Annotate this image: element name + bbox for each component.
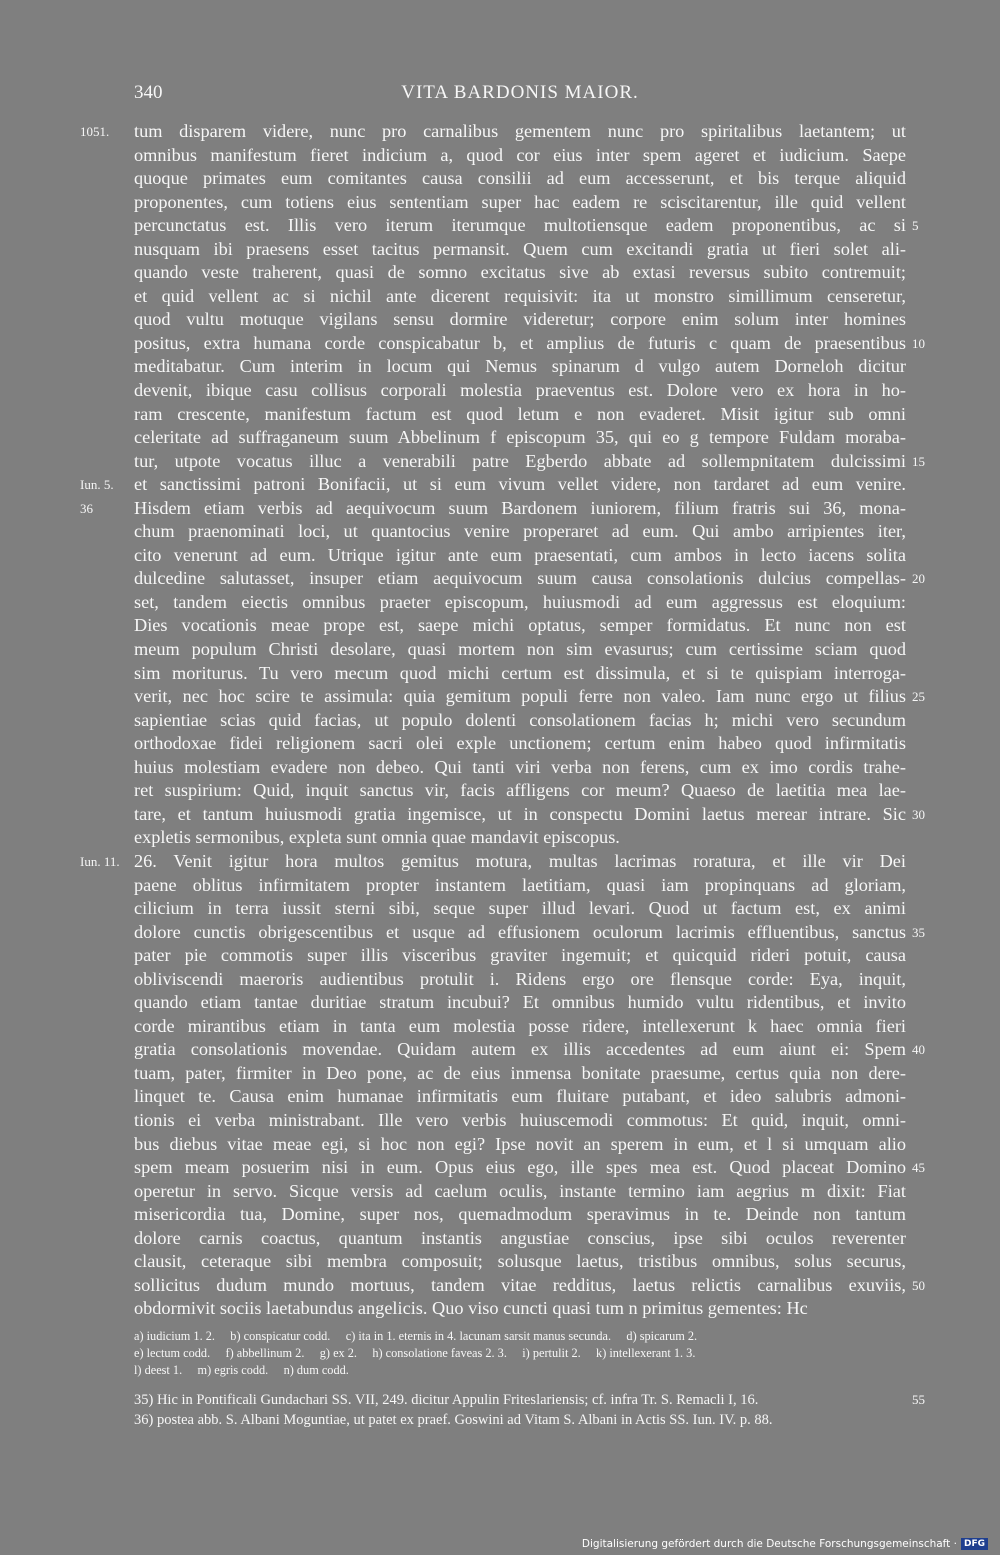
text-line — [0, 1203, 1000, 1227]
line-text: gratia consolationis movendae. Quidam autem ex illis accedentes ad eum aiunt ei: Spem — [134, 1039, 906, 1060]
text-line — [0, 285, 1000, 309]
line-text: tionis ei verba ministrabant. Ille vero verbis huiuscemodi commotus: Et quid, inquit, omni- — [134, 1109, 906, 1130]
text-line — [0, 497, 1000, 521]
line-text: bus diebus vitae meae egi, si hoc non egi? Ipse novit an sperem in eum, et l si umquam alio — [134, 1133, 906, 1154]
line-text: huius molestiam evadere non debeo. Qui tanti viri verba non ferens, cum ex imo cordis trahe- — [134, 756, 906, 777]
line-text: quod vultu motuque vigilans sensu dormire videretur; corpore enim solum inter homines — [134, 309, 906, 330]
line-text: nusquam ibi praesens esset tacitus permansit. Quem cum excitandi gratia ut fieri solet ali- — [134, 238, 906, 259]
line-text: paene oblitus infirmitatem propter instantem laetitiam, quasi iam propinquans ad gloriam, — [134, 874, 906, 895]
text-line — [0, 191, 1000, 215]
text-line — [0, 591, 1000, 615]
text-line — [0, 308, 1000, 332]
line-text: set, tandem eiectis omnibus praeter episcopum, huiusmodi ad eum aggressus est eloquium: — [134, 591, 906, 612]
line-text: 26. Venit igitur hora multos gemitus motura, multas lacrimas roratura, et ille vir Dei — [134, 850, 906, 871]
line-text: meditabatur. Cum interim in locum qui Nemus spinarum d vulgo autem Dorneloh dicitur — [134, 356, 906, 377]
page-header — [134, 82, 906, 110]
historical-note-text: 35) Hic in Pontificali Gundachari SS. VII, 249. dicitur Appulin Friteslariensis; cf. infra Tr. S. Remacli I, 16. — [134, 1392, 759, 1408]
text-line — [0, 379, 1000, 403]
text-line — [0, 1109, 1000, 1133]
line-text: meum populum Christi desolare, quasi mortem non sim evasurus; cum certissime sciam quod — [134, 639, 906, 660]
line-text: dolore carnis coactus, quantum instantis angustiae conscius, ipse sibi oculos reverenter — [134, 1227, 906, 1248]
text-line — [0, 332, 1000, 356]
line-text: spem meam posuerim nisi in eum. Opus eius ego, ille spes mea est. Quod placeat Domino — [134, 1157, 906, 1178]
line-text: orthodoxae fidei religionem sacri olei exple unctionem; certum enim habeo quod infirmitatis — [134, 733, 906, 754]
line-text: proponentes, cum totiens eius sententiam super hac eadem re sciscitarentur, ille quid vellent — [134, 191, 906, 212]
historical-note — [134, 1410, 906, 1430]
text-line — [0, 450, 1000, 474]
line-number: 50 — [912, 1277, 925, 1293]
line-text: celeritate ad suffraganeum suum Abbelinum f episcopum 35, qui eo g tempore Fuldam moraba- — [134, 427, 906, 448]
line-number: 15 — [912, 453, 925, 469]
text-line — [0, 1156, 1000, 1180]
line-text: tum disparem videre, nunc pro carnalibus gementem nunc pro spiritalibus laetantem; ut — [134, 121, 906, 141]
text-line — [0, 1085, 1000, 1109]
page-number: 340 — [134, 82, 163, 103]
line-text: ret suspirium: Quid, inquit sanctus vir, facis affligens cor meum? Quaeso de laetitia mea lae- — [134, 780, 906, 801]
line-text: et quid vellent ac si nichil ante dicerent requisivit: ita ut monstro simillimum censeretur, — [134, 285, 906, 306]
line-number: 5 — [912, 218, 919, 234]
line-text: ram crescente, manifestum factum est quod letum e non evaderet. Misit igitur sub omni — [134, 403, 906, 424]
text-line — [0, 214, 1000, 238]
text-line — [0, 1133, 1000, 1157]
text-line — [0, 1015, 1000, 1039]
text-line — [0, 1274, 1000, 1298]
text-line — [0, 944, 1000, 968]
text-line — [0, 261, 1000, 285]
main-text — [0, 120, 1000, 1321]
line-text: obdormivit sociis laetabundus angelicis. Quo viso cuncti quasi tum n primitus gementes: Hc — [134, 1298, 808, 1319]
text-line — [0, 426, 1000, 450]
text-line — [0, 685, 1000, 709]
line-text: Hisdem etiam verbis ad aequivocum suum Bardonem iuniorem, filium fratris sui 36, mona- — [134, 497, 906, 518]
text-line — [0, 662, 1000, 686]
text-line — [0, 874, 1000, 898]
text-line — [0, 120, 1000, 144]
historical-notes — [134, 1390, 925, 1430]
line-text: operetur in servo. Sicque versis ad caelum oculis, instante termino iam aegrius m dixit: Fiat — [134, 1180, 906, 1201]
text-line — [0, 567, 1000, 591]
line-text: chum praenominati loci, ut quantocius venire properaret ad eum. Qui ambo arripientes iter, — [134, 521, 906, 542]
line-text: cilicium in terra iussit sterni sibi, seque super illud levari. Quod ut factum est, ex animi — [134, 898, 906, 919]
line-text: dulcedine salutasset, insuper etiam aequivocum suum causa consolationis dulcius compellas- — [134, 568, 906, 589]
line-text: quoque primates eum comitantes causa consilii ad eum accesserunt, et bis terque aliquid — [134, 168, 906, 189]
text-line — [0, 238, 1000, 262]
line-number: 35 — [912, 924, 925, 940]
line-number: 45 — [912, 1160, 925, 1176]
text-line — [0, 968, 1000, 992]
text-line — [0, 614, 1000, 638]
line-text: omnibus manifestum fieret indicium a, quod cor eius inter spem ageret et iudicium. Saepe — [134, 144, 906, 165]
historical-note — [134, 1390, 925, 1410]
line-text: pater pie commotis super illis visceribus graviter ingemuit; et quicquid rideri potuit, causa — [134, 945, 906, 966]
dfg-logo: DFG — [961, 1538, 988, 1550]
textual-note-line: e) lectum codd. f) abbellinum 2. g) ex 2. h) consolatione faveas 2. 3. i) pertulit 2. k) intellexerant 1. 3. — [134, 1346, 696, 1360]
margin-note: 1051. — [80, 124, 110, 139]
line-text: dolore cunctis obrigescentibus et usque ad effusionem oculorum lacrimis effluentibus, sanctus — [134, 921, 906, 942]
line-number: 40 — [912, 1042, 925, 1058]
line-number: 55 — [912, 1392, 925, 1407]
line-text: positus, extra humana corde conspicabatur b, et amplius de futuris c quam de praesentibus — [134, 332, 906, 353]
line-number: 20 — [912, 571, 925, 587]
text-line — [0, 779, 1000, 803]
running-title: VITA BARDONIS MAIOR. — [401, 82, 639, 103]
line-text: verit, nec hoc scire te assimula: quia gemitum populi ferre non valeo. Iam nunc ergo ut filius — [134, 686, 906, 707]
line-text: percunctatus est. Illis vero iterum iterumque multotiensque eadem proponentibus, ac si — [134, 215, 906, 236]
historical-note-text: 36) postea abb. S. Albani Moguntiae, ut patet ex praef. Goswini ad Vitam S. Albani in Actis SS. Iun. IV. p. 88. — [134, 1412, 773, 1428]
line-number: 10 — [912, 335, 925, 351]
line-text: corde mirantibus etiam in tanta eum molestia posse ridere, intellexerunt k haec omnia fieri — [134, 1015, 906, 1036]
text-line — [0, 1297, 1000, 1321]
line-number: 25 — [912, 689, 925, 705]
text-line — [0, 144, 1000, 168]
line-text: quando veste traherent, quasi de somno excitatus sive ab extasi reversus subito contremuit; — [134, 262, 906, 283]
line-text: obliviscendi maeroris audientibus protulit i. Ridens ergo ore flensque corde: Eya, inquit, — [134, 968, 906, 989]
text-line — [0, 520, 1000, 544]
line-text: expletis sermonibus, expleta sunt omnia quae mandavit episcopus. — [134, 827, 620, 848]
line-text: sapientiae scias quid facias, ut populo dolenti consolationem facias h; michi vero secundum — [134, 709, 906, 730]
text-line — [0, 897, 1000, 921]
footer-text: Digitalisierung gefördert durch die Deutsche Forschungsgemeinschaft · — [581, 1538, 957, 1550]
line-text: cito venerunt ad eum. Utrique igitur ante eum praesentati, cum ambos in lecto iacens solita — [134, 544, 906, 565]
line-text: tare, et tantum huiusmodi gratia ingemisce, ut in conspectu Domini laetus merear intrare. Sic — [134, 803, 906, 824]
margin-note: Iun. 5. — [80, 477, 114, 493]
text-line — [0, 921, 1000, 945]
text-line — [0, 991, 1000, 1015]
textual-note-line: a) iudicium 1. 2. b) conspicatur codd. c) ita in 1. eternis in 4. lacunam sarsit manus secunda. d) spicarum 2. — [134, 1329, 698, 1343]
line-text: clausit, ceteraque sibi membra composuit; solusque laetus, tristibus omnibus, solus securus, — [134, 1251, 906, 1272]
text-line — [0, 355, 1000, 379]
margin-note: 36 — [80, 500, 93, 516]
margin-note: Iun. 11. — [80, 853, 120, 869]
line-text: tuam, pater, firmiter in Deo pone, ac de eius inmensa bonitate praesume, certus quia non dere- — [134, 1062, 906, 1083]
line-number: 30 — [912, 806, 925, 822]
line-text: Dies vocationis meae prope est, saepe michi optatus, semper formidatus. Et nunc non est — [134, 615, 906, 636]
line-text: et sanctissimi patroni Bonifacii, ut si eum vivum vellet videre, non tardaret ad eum venire. — [134, 474, 906, 495]
line-text: quando etiam tantae duritiae stratum incubui? Et omnibus humido vultu ridentibus, et invito — [134, 992, 906, 1013]
text-line — [0, 403, 1000, 427]
footer — [582, 1538, 988, 1550]
text-line — [0, 709, 1000, 733]
text-line — [0, 1062, 1000, 1086]
line-text: linquet te. Causa enim humanae infirmitatis eum fluitare putabant, et ideo salubris admoni- — [134, 1086, 906, 1107]
text-line — [0, 803, 1000, 827]
text-line — [0, 167, 1000, 191]
text-line — [0, 1250, 1000, 1274]
text-line — [0, 1180, 1000, 1204]
text-line — [0, 1227, 1000, 1251]
text-line — [0, 638, 1000, 662]
line-text: sollicitus dudum mundo mortuus, tandem vitae redditus, laetus relictis carnalibus exuviis, — [134, 1274, 906, 1295]
text-line — [0, 1038, 1000, 1062]
text-line — [0, 732, 1000, 756]
text-line — [0, 850, 1000, 874]
text-line — [0, 544, 1000, 568]
line-text: devenit, ibique casu collisus corporali molestia praeventus est. Dolore vero ex hora in ho- — [134, 380, 906, 401]
line-text: tur, utpote vocatus illuc a venerabili patre Egberdo abbate ad sollempnitatem dulcissimi — [134, 450, 906, 471]
line-text: misericordia tua, Domine, super nos, quemadmodum speravimus in te. Deinde non tantum — [134, 1204, 906, 1225]
text-line — [0, 473, 1000, 497]
text-line — [0, 826, 1000, 850]
line-text: sim moriturus. Tu vero mecum quod michi certum est dissimula, et si te quispiam interroga- — [134, 662, 906, 683]
text-line — [0, 756, 1000, 780]
textual-note-line: l) deest 1. m) egris codd. n) dum codd. — [134, 1363, 349, 1377]
textual-notes — [134, 1328, 906, 1379]
